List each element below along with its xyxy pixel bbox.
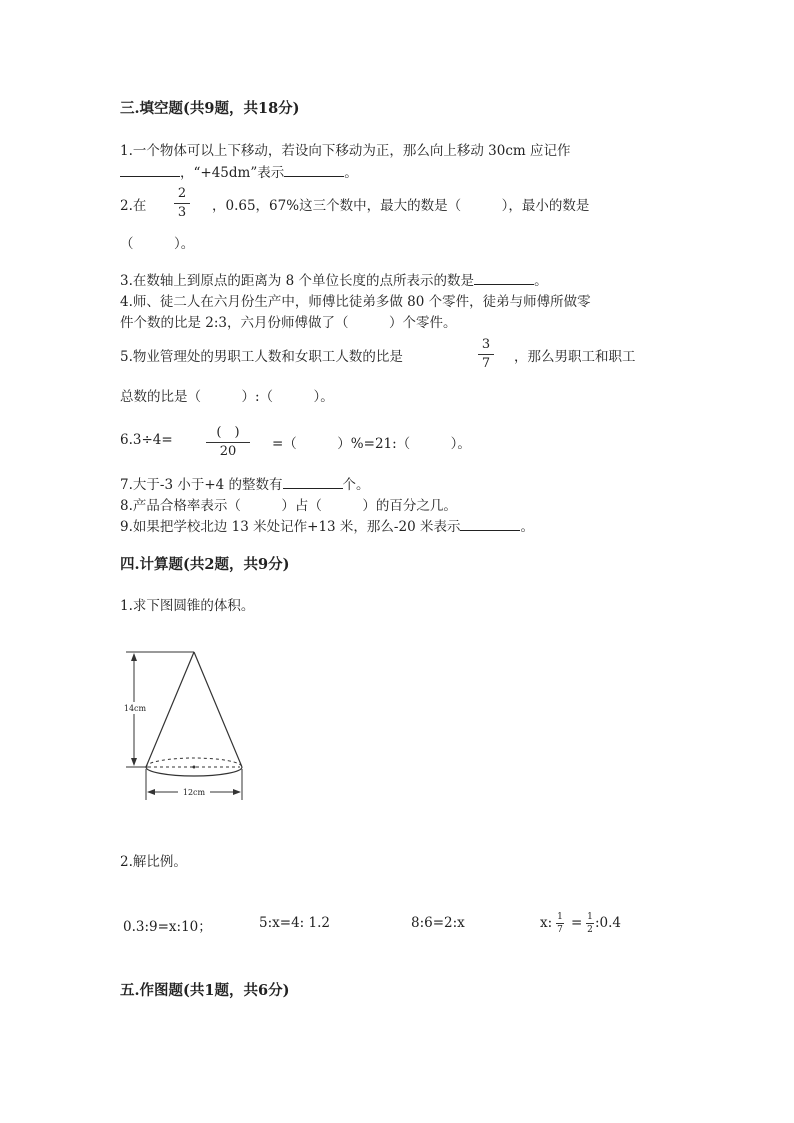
section-5-title: 五.作图题(共1题，共6分) (120, 982, 290, 999)
question-5-text-c: 总数的比是（ ）:（ ）。 (120, 389, 334, 405)
equation-2: 5:x=4: 1.2 (259, 915, 330, 931)
fraction-two-thirds: 2 3 (174, 186, 190, 221)
question-4-line-1: 4.师、徒二人在六月份生产中，师傅比徒弟多做 80 个零件，徒弟与师傅所做零 (120, 294, 591, 310)
equation-3: 8:6=2:x (411, 915, 465, 931)
fraction-blank-over-20: ( ) 20 (206, 425, 250, 460)
section-3-title: 三.填空题(共9题，共18分) (120, 100, 300, 117)
question-3: 3.在数轴上到原点的距离为 8 个单位长度的点所表示的数是 。 (120, 273, 548, 289)
question-5-text-a: 5.物业管理处的男职工人数和女职工人数的比是 (120, 349, 403, 365)
question-2-text-c: （ ）。 (120, 236, 195, 252)
question-1-line-1: 1.一个物体可以上下移动，若设向下移动为正，那么向上移动 30cm 应记作 (120, 143, 571, 159)
section-4-title: 四.计算题(共2题，共9分) (120, 556, 290, 573)
cone-height-label: 14cm (123, 704, 147, 713)
question-7: 7.大于-3 小于+4 的整数有 个。 (120, 477, 370, 493)
answer-blank[interactable] (284, 164, 344, 177)
calc-question-2: 2.解比例。 (120, 854, 187, 870)
fraction-one-seventh: 1 7 (557, 912, 563, 935)
cone-diagram (120, 640, 260, 810)
calc-question-1: 1.求下图圆锥的体积。 (120, 598, 255, 614)
question-2-text-a: 2.在 (120, 198, 147, 214)
question-1-line-2: ，“+45dm”表示 。 (120, 161, 358, 181)
answer-blank[interactable] (120, 164, 180, 177)
question-6-text-a: 6.3÷4= (120, 432, 173, 448)
equation-4-tail: :0.4 (595, 915, 622, 931)
question-9: 9.如果把学校北边 13 米处记作+13 米，那么-20 米表示 。 (120, 519, 534, 535)
fraction-three-sevenths: 3 7 (478, 337, 494, 372)
question-4-line-2: 件个数的比是 2:3，六月份师傅做了（ ）个零件。 (120, 315, 457, 331)
answer-blank[interactable] (283, 476, 343, 489)
answer-blank[interactable] (474, 272, 534, 285)
answer-blank[interactable] (460, 518, 520, 531)
question-2-text-b: ，0.65，67%这三个数中，最大的数是（ ），最小的数是 (212, 198, 590, 214)
equation-4: x: (540, 915, 553, 931)
question-6-text-b: =（ ）%=21:（ ）。 (272, 436, 471, 452)
fraction-one-half: 1 2 (587, 912, 593, 935)
question-5-text-b: ，那么男职工和职工 (514, 349, 636, 365)
question-8: 8.产品合格率表示（ ）占（ ）的百分之几。 (120, 498, 457, 514)
cone-diameter-label: 12cm (182, 788, 206, 797)
equation-1: 0.3:9=x:10； (123, 919, 212, 935)
equation-4-equals: = (571, 915, 583, 931)
